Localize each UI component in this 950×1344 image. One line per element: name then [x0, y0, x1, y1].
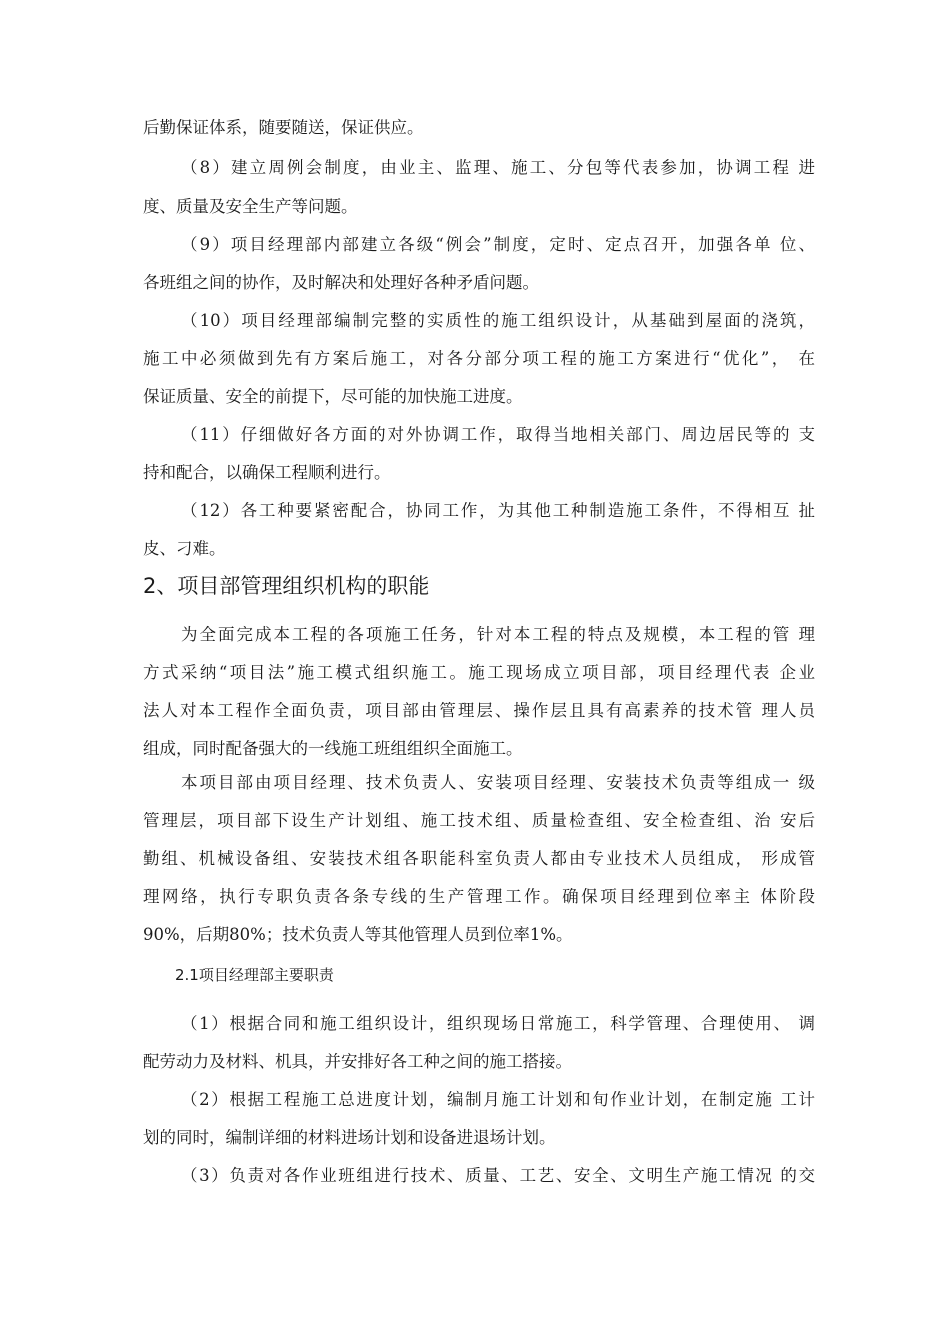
- text-line: （3）负责对各作业班组进行技术、质量、工艺、安全、文明生产施工情况 的交: [181, 1166, 815, 1185]
- text-line: 皮、刁难。: [143, 539, 226, 558]
- text-line: 理网络，执行专职负责各条专线的生产管理工作。确保项目经理到位率主 体阶段: [143, 887, 815, 906]
- text-line: 度、质量及安全生产等问题。: [143, 197, 358, 216]
- text-line: 90%，后期80%；技术负责人等其他管理人员到位率1%。: [143, 925, 573, 944]
- text-line: 管理层，项目部下设生产计划组、施工技术组、质量检查组、安全检查组、治 安后: [143, 811, 815, 830]
- text-line: 施工中必须做到先有方案后施工，对各分部分项工程的施工方案进行“优化”， 在: [143, 349, 815, 368]
- text-line: 后勤保证体系，随要随送，保证供应。: [143, 118, 424, 137]
- text-line: （9）项目经理部内部建立各级“例会”制度，定时、定点召开，加强各单 位、: [181, 235, 815, 254]
- text-line: 保证质量、安全的前提下，尽可能的加快施工进度。: [143, 387, 523, 406]
- text-line: 各班组之间的协作，及时解决和处理好各种矛盾问题。: [143, 273, 539, 292]
- text-line: 勤组、机械设备组、安装技术组各职能科室负责人都由专业技术人员组成， 形成管: [143, 849, 815, 868]
- text-line: 划的同时，编制详细的材料进场计划和设备进退场计划。: [143, 1128, 556, 1147]
- text-line: 法人对本工程作全面负责，项目部由管理层、操作层且具有高素养的技术管 理人员: [143, 701, 815, 720]
- text-line: 方式采纳“项目法”施工模式组织施工。施工现场成立项目部，项目经理代表 企业: [143, 663, 815, 682]
- text-line: 组成，同时配备强大的一线施工班组组织全面施工。: [143, 739, 523, 758]
- text-line: （10）项目经理部编制完整的实质性的施工组织设计，从基础到屋面的浇筑，: [181, 311, 815, 330]
- text-line: （12）各工种要紧密配合，协同工作，为其他工种制造施工条件，不得相互 扯: [181, 501, 815, 520]
- text-line: 本项目部由项目经理、技术负责人、安装项目经理、安装技术负责等组成一 级: [181, 773, 815, 792]
- text-line: （11）仔细做好各方面的对外协调工作，取得当地相关部门、周边居民等的 支: [181, 425, 815, 444]
- section-heading: 2、项目部管理组织机构的职能: [143, 574, 430, 598]
- text-line: （1）根据合同和施工组织设计，组织现场日常施工，科学管理、合理使用、 调: [181, 1014, 815, 1033]
- text-line: 持和配合，以确保工程顺利进行。: [143, 463, 391, 482]
- text-line: 为全面完成本工程的各项施工任务，针对本工程的特点及规模，本工程的管 理: [181, 625, 815, 644]
- text-line: （2）根据工程施工总进度计划，编制月施工计划和旬作业计划，在制定施 工计: [181, 1090, 815, 1109]
- text-line: 配劳动力及材料、机具，并安排好各工种之间的施工搭接。: [143, 1052, 572, 1071]
- text-line: （8）建立周例会制度，由业主、监理、施工、分包等代表参加，协调工程 进: [181, 158, 815, 177]
- subsection-heading: 2.1项目经理部主要职责: [175, 966, 334, 984]
